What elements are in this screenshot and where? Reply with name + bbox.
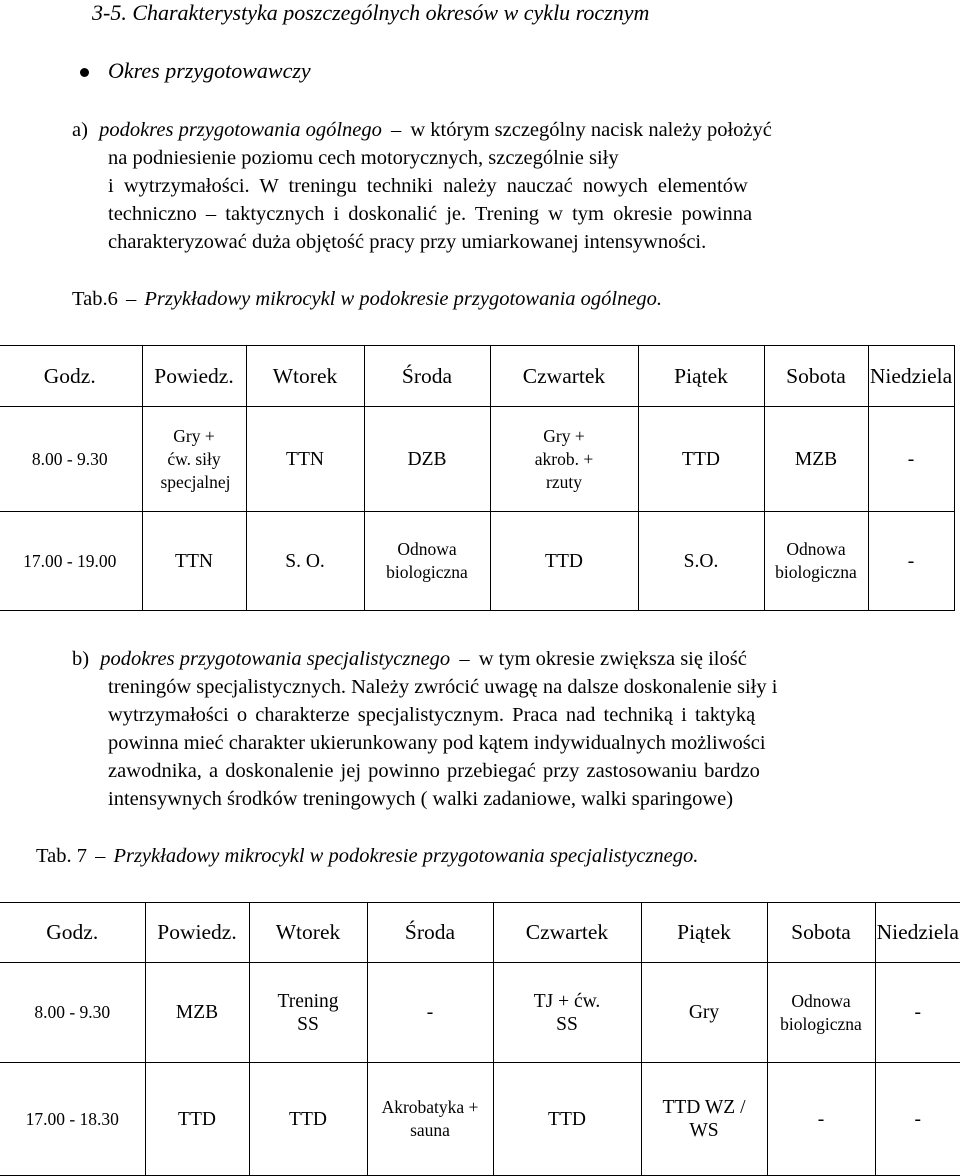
header-cell: Środa: [364, 346, 490, 407]
table-6-title: Przykładowy mikrocykl w podokresie przygotowania ogólnego.: [144, 288, 663, 310]
header-cell: Niedziela: [868, 346, 954, 407]
paragraph-a-line-1: [72, 116, 934, 144]
table-row: [0, 963, 960, 1063]
bullet-icon: [80, 68, 89, 77]
paragraph-a-line-1-text: w którym szczególny nacisk należy położyć: [410, 119, 772, 141]
table-cell: S. O.: [246, 512, 364, 611]
table-cell: Gry: [641, 963, 767, 1063]
header-cell: Godz.: [0, 903, 145, 963]
table-cell: -: [367, 963, 493, 1063]
header-cell: Czwartek: [490, 346, 638, 407]
table-cell: -: [875, 1063, 960, 1176]
paragraph-b: [72, 645, 934, 813]
header-cell: Powiedz.: [142, 346, 246, 407]
table-cell: MZB: [145, 963, 249, 1063]
paragraph-b-line-5: zawodnika, a doskonalenie jej powinno przebiegać przy zastosowaniu bardzo: [108, 760, 760, 782]
table-cell: -: [875, 963, 960, 1063]
section-heading: 3-5. Charakterystyka poszczególnych okresów w cyklu rocznym: [92, 0, 650, 25]
header-cell: Powiedz.: [145, 903, 249, 963]
header-cell: Wtorek: [249, 903, 367, 963]
table-cell: TJ + ćw. SS: [493, 963, 641, 1063]
table-6-caption: [72, 288, 662, 311]
table-row: [0, 512, 954, 611]
table-cell: 8.00 - 9.30: [0, 407, 142, 512]
header-cell: Niedziela: [875, 903, 960, 963]
term-general-preparation: podokres przygotowania ogólnego: [99, 119, 382, 141]
paragraph-a-line-3: i wytrzymałości. W treningu techniki należy nauczać nowych elementów: [108, 175, 748, 197]
paragraph-a: [72, 116, 934, 256]
table-7: [0, 902, 960, 1176]
table-cell: DZB: [364, 407, 490, 512]
table-cell: 17.00 - 18.30: [0, 1063, 145, 1176]
table-cell: -: [767, 1063, 875, 1176]
table-row: [0, 407, 954, 512]
table-cell: TTD: [490, 512, 638, 611]
paragraph-a-line-2: na podniesienie poziomu cech motorycznych, szczególnie siły: [108, 147, 619, 169]
header-cell: Piątek: [638, 346, 764, 407]
paragraph-b-line-2: treningów specjalistycznych. Należy zwrócić uwagę na dalsze doskonalenie siły i: [108, 676, 778, 698]
table-cell: TTD: [249, 1063, 367, 1176]
dash: –: [459, 648, 470, 670]
term-specialist-preparation: podokres przygotowania specjalistycznego: [100, 648, 451, 670]
header-cell: Sobota: [764, 346, 868, 407]
header-cell: Środa: [367, 903, 493, 963]
table-6-header-row: [0, 346, 954, 407]
list-marker-a: a): [72, 119, 88, 141]
table-cell: Odnowa biologiczna: [764, 512, 868, 611]
header-cell: Godz.: [0, 346, 142, 407]
bullet-heading: Okres przygotowawczy: [108, 58, 311, 83]
paragraph-b-line-4: powinna mieć charakter ukierunkowany pod kątem indywidualnych możliwości: [108, 732, 766, 754]
table-cell: TTN: [142, 512, 246, 611]
header-cell: Czwartek: [493, 903, 641, 963]
table-cell: Gry + akrob. + rzuty: [490, 407, 638, 512]
table-6: [0, 345, 955, 611]
table-cell: 17.00 - 19.00: [0, 512, 142, 611]
table-7-header-row: [0, 903, 960, 963]
table-7-caption: [36, 845, 698, 868]
dash: –: [391, 119, 402, 141]
table-cell: 8.00 - 9.30: [0, 963, 145, 1063]
paragraph-b-line-3: wytrzymałości o charakterze specjalistycznym. Praca nad techniką i taktyką: [108, 704, 756, 726]
header-cell: Sobota: [767, 903, 875, 963]
table-cell: S.O.: [638, 512, 764, 611]
dash: –: [95, 845, 106, 867]
table-7-title: Przykładowy mikrocykl w podokresie przygotowania specjalistycznego.: [113, 845, 699, 867]
table-cell: MZB: [764, 407, 868, 512]
table-cell: -: [868, 512, 954, 611]
paragraph-b-line-1-text: w tym okresie zwiększa się ilość: [478, 648, 747, 670]
dash: –: [125, 288, 137, 310]
table-cell: TTD: [145, 1063, 249, 1176]
table-cell: Odnowa biologiczna: [364, 512, 490, 611]
paragraph-a-line-4: techniczno – taktycznych i doskonalić je. Trening w tym okresie powinna: [108, 203, 753, 225]
table-cell: Akrobatyka + sauna: [367, 1063, 493, 1176]
table-cell: TTD WZ / WS: [641, 1063, 767, 1176]
table-cell: TTD: [493, 1063, 641, 1176]
table-cell: -: [868, 407, 954, 512]
table-cell: Gry + ćw. siły specjalnej: [142, 407, 246, 512]
table-cell: Odnowa biologiczna: [767, 963, 875, 1063]
paragraph-b-line-6: intensywnych środków treningowych ( walki zadaniowe, walki sparingowe): [108, 788, 734, 810]
list-marker-b: b): [72, 648, 90, 670]
table-6-label: Tab.6: [72, 288, 118, 310]
table-7-label: Tab. 7: [36, 845, 87, 867]
paragraph-a-line-5: charakteryzować duża objętość pracy przy umiarkowanej intensywności.: [108, 231, 707, 253]
table-cell: Trening SS: [249, 963, 367, 1063]
header-cell: Piątek: [641, 903, 767, 963]
header-cell: Wtorek: [246, 346, 364, 407]
paragraph-b-line-1: [72, 645, 934, 673]
table-row: [0, 1063, 960, 1176]
table-cell: TTN: [246, 407, 364, 512]
table-cell: TTD: [638, 407, 764, 512]
